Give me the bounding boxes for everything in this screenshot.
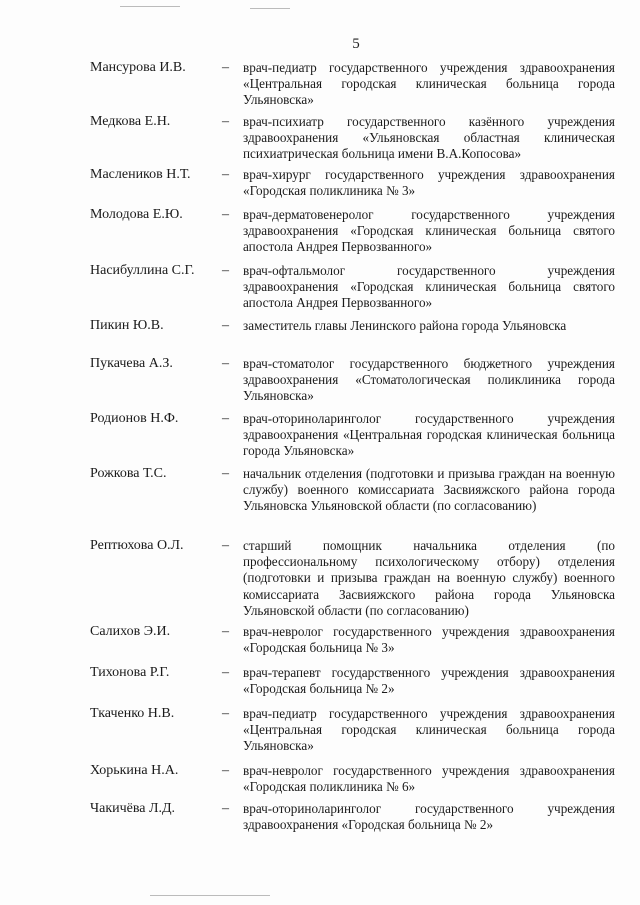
position-description: врач-офтальмолог государственного учреждения здравоохранения «Городская клиническая больница святого апостола Андрея Первозванного» — [243, 263, 615, 311]
person-name: Салихов Э.И. — [90, 624, 171, 639]
position-description: старший помощник начальника отделения (по профессиональному психологическому отбору) отделения (подготовки и призыва граждан на военную службу) военного комиссариата Засвияжского района города Ульяновска Ульяновской области (по согласованию) — [243, 538, 615, 618]
person-name: Медкова Е.Н. — [90, 114, 171, 129]
separator-dash: – — [222, 706, 229, 721]
separator-dash: – — [222, 538, 229, 553]
position-description: врач-невролог государственного учреждения здравоохранения «Городская больница № 3» — [243, 624, 615, 656]
separator-dash: – — [222, 60, 229, 75]
position-description: начальник отделения (подготовки и призыва граждан на военную службу) военного комиссариата Засвияжского района города Ульяновска Ульяновской области (по согласованию) — [243, 466, 615, 514]
person-name: Рептюхова О.Л. — [90, 538, 184, 553]
separator-dash: – — [222, 466, 229, 481]
position-description: врач-оториноларинголог государственного учреждения здравоохранения «Центральная городская клиническая больница города Ульяновска» — [243, 411, 615, 459]
position-description: врач-педиатр государственного учреждения здравоохранения «Центральная городская клиническая больница города Ульяновска» — [243, 60, 615, 108]
position-description: врач-терапевт государственного учреждения здравоохранения «Городская больница № 2» — [243, 665, 615, 697]
person-name: Молодова Е.Ю. — [90, 207, 183, 222]
person-name: Мансурова И.В. — [90, 60, 186, 75]
scan-artifact — [120, 6, 180, 7]
person-name: Пикин Ю.В. — [90, 318, 164, 333]
position-description: врач-хирург государственного учреждения здравоохранения «Городская поликлиника № 3» — [243, 167, 615, 199]
person-name: Рожкова Т.С. — [90, 466, 167, 481]
separator-dash: – — [222, 114, 229, 129]
person-name: Хорькина Н.А. — [90, 763, 179, 778]
person-name: Насибуллина С.Г. — [90, 263, 195, 278]
separator-dash: – — [222, 167, 229, 182]
position-description: врач-педиатр государственного учреждения здравоохранения «Центральная городская клиническая больница города Ульяновска» — [243, 706, 615, 754]
separator-dash: – — [222, 207, 229, 222]
position-description: врач-невролог государственного учреждения здравоохранения «Городская поликлиника № 6» — [243, 763, 615, 795]
person-name: Ткаченко Н.В. — [90, 706, 175, 721]
position-description: врач-дерматовенеролог государственного учреждения здравоохранения «Городская клиническая больница святого апостола Андрея Первозванного» — [243, 207, 615, 255]
person-name: Маслеников Н.Т. — [90, 167, 191, 182]
separator-dash: – — [222, 624, 229, 639]
separator-dash: – — [222, 763, 229, 778]
separator-dash: – — [222, 411, 229, 426]
separator-dash: – — [222, 356, 229, 371]
position-description: врач-оториноларинголог государственного учреждения здравоохранения «Городская больница № 2» — [243, 801, 615, 833]
scan-artifact — [150, 895, 270, 896]
separator-dash: – — [222, 263, 229, 278]
person-name: Тихонова Р.Г. — [90, 665, 170, 680]
separator-dash: – — [222, 665, 229, 680]
position-description: врач-стоматолог государственного бюджетного учреждения здравоохранения «Стоматологическая поликлиника города Ульяновска» — [243, 356, 615, 404]
page-number: 5 — [352, 36, 360, 52]
separator-dash: – — [222, 318, 229, 333]
position-description: врач-психиатр государственного казённого учреждения здравоохранения «Ульяновская областная клиническая психиатрическая больница имени В.А.Копосова» — [243, 114, 615, 162]
separator-dash: – — [222, 801, 229, 816]
person-name: Родионов Н.Ф. — [90, 411, 179, 426]
person-name: Пукачева А.З. — [90, 356, 173, 371]
position-description: заместитель главы Ленинского района города Ульяновска — [243, 318, 567, 333]
person-name: Чакичёва Л.Д. — [90, 801, 176, 816]
scan-artifact — [250, 8, 290, 9]
